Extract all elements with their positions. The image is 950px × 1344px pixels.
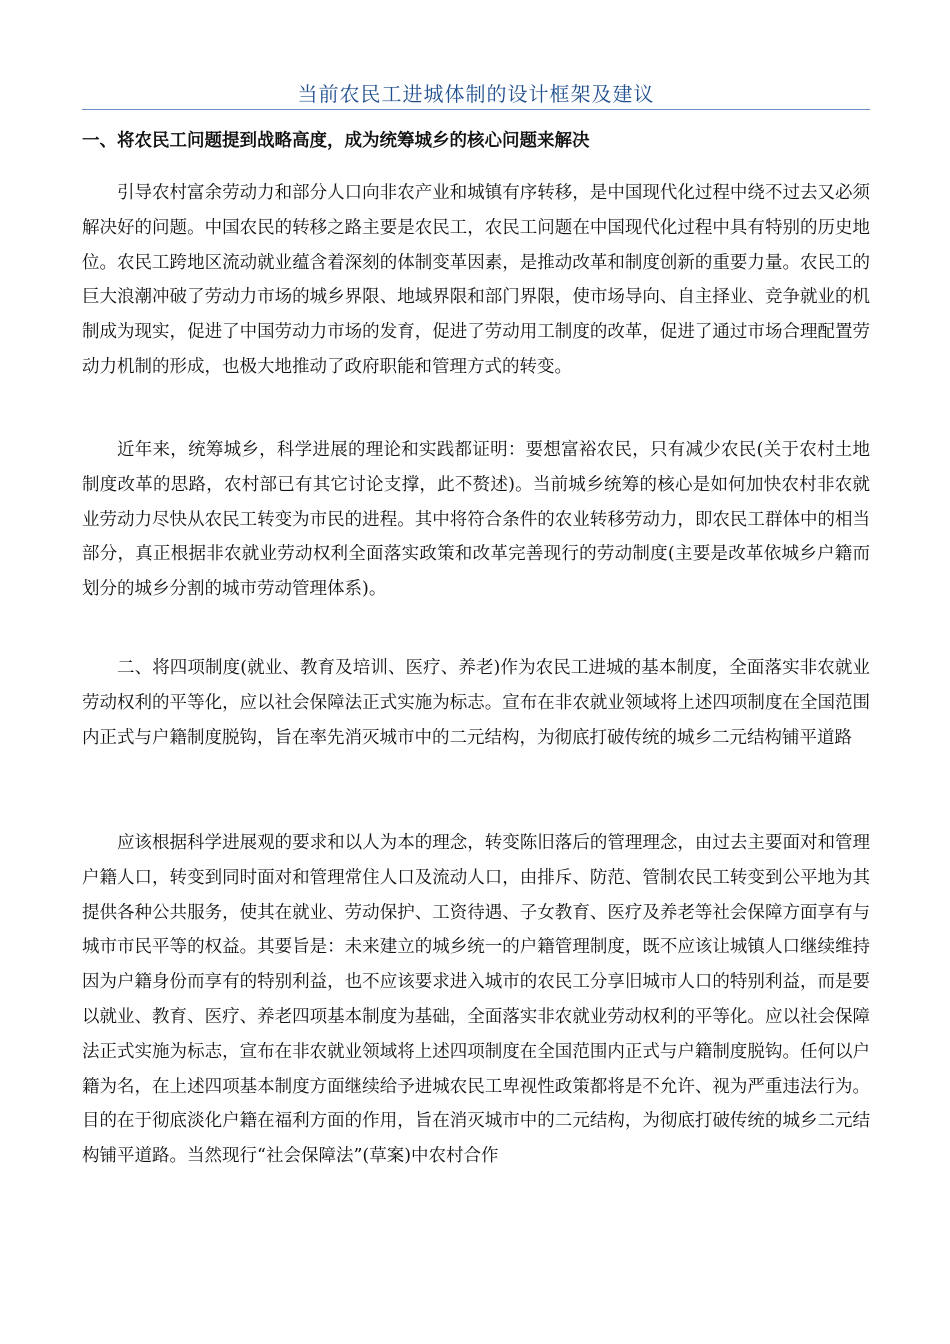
document-title: 当前农民工进城体制的设计框架及建议 (297, 82, 655, 106)
title-divider (82, 109, 870, 110)
body-paragraph: 引导农村富余劳动力和部分人口向非农产业和城镇有序转移，是中国现代化过程中绕不过去又必须解决好的问题。中国农民的转移之路主要是农民工，农民工问题在中国现代化过程中具有特别的历史地位。农民工跨地区流动就业蕴含着深刻的体制变革因素，是推动改革和制度创新的重要力量。农民工的巨大浪潮冲破了劳动力市场的城乡界限、地域界限和部门界限，使市场导向、自主择业、竞争就业的机制成为现实，促进了中国劳动力市场的发育，促进了劳动用工制度的改革，促进了通过市场合理配置劳动力机制的形成，也极大地推动了政府职能和管理方式的转变。 (82, 183, 870, 377)
body-paragraph: 二、将四项制度(就业、教育及培训、医疗、养老)作为农民工进城的基本制度，全面落实非农就业劳动权利的平等化，应以社会保障法正式实施为标志。宣布在非农就业领域将上述四项制度在全国范围内正式与户籍制度脱钩，旨在率先消灭城市中的二元结构，为彻底打破传统的城乡二元结构铺平道路 (82, 658, 870, 748)
body-paragraph: 近年来，统筹城乡，科学进展的理论和实践都证明：要想富裕农民，只有减少农民(关于农村土地制度改革的思路，农村部已有其它讨论支撑，此不赘述)。当前城乡统筹的核心是如何加快农村非农就业劳动力尽快从农民工转变为市民的进程。其中将符合条件的农业转移劳动力，即农民工群体中的相当部分，真正根据非农就业劳动权利全面落实政策和改革完善现行的劳动制度(主要是改革依城乡户籍而划分的城乡分割的城市劳动管理体系)。 (82, 440, 870, 600)
body-paragraph: 应该根据科学进展观的要求和以人为本的理念，转变陈旧落后的管理理念，由过去主要面对和管理户籍人口，转变到同时面对和管理常住人口及流动人口，由排斥、防范、管制农民工转变到公平地为其提供各种公共服务，使其在就业、劳动保护、工资待遇、子女教育、医疗及养老等社会保障方面享有与城市市民平等的权益。其要旨是：未来建立的城乡统一的户籍管理制度，既不应该让城镇人口继续维持因为户籍身份而享有的特别利益，也不应该要求进入城市的农民工分享旧城市人口的特别利益，而是要以就业、教育、医疗、养老四项基本制度为基础，全面落实非农就业劳动权利的平等化。应以社会保障法正式实施为标志，宣布在非农就业领域将上述四项制度在全国范围内正式与户籍制度脱钩。任何以户籍为名，在上述四项基本制度方面继续给予进城农民工卑视性政策都将是不允许、视为严重违法行为。目的在于彻底淡化户籍在福利方面的作用，旨在消灭城市中的二元结构，为彻底打破传统的城乡二元结构铺平道路。当然现行“社会保障法”(草案)中农村合作 (82, 833, 870, 1167)
section-heading: 一、将农民工问题提到战略高度，成为统筹城乡的核心问题来解决 (82, 131, 590, 151)
